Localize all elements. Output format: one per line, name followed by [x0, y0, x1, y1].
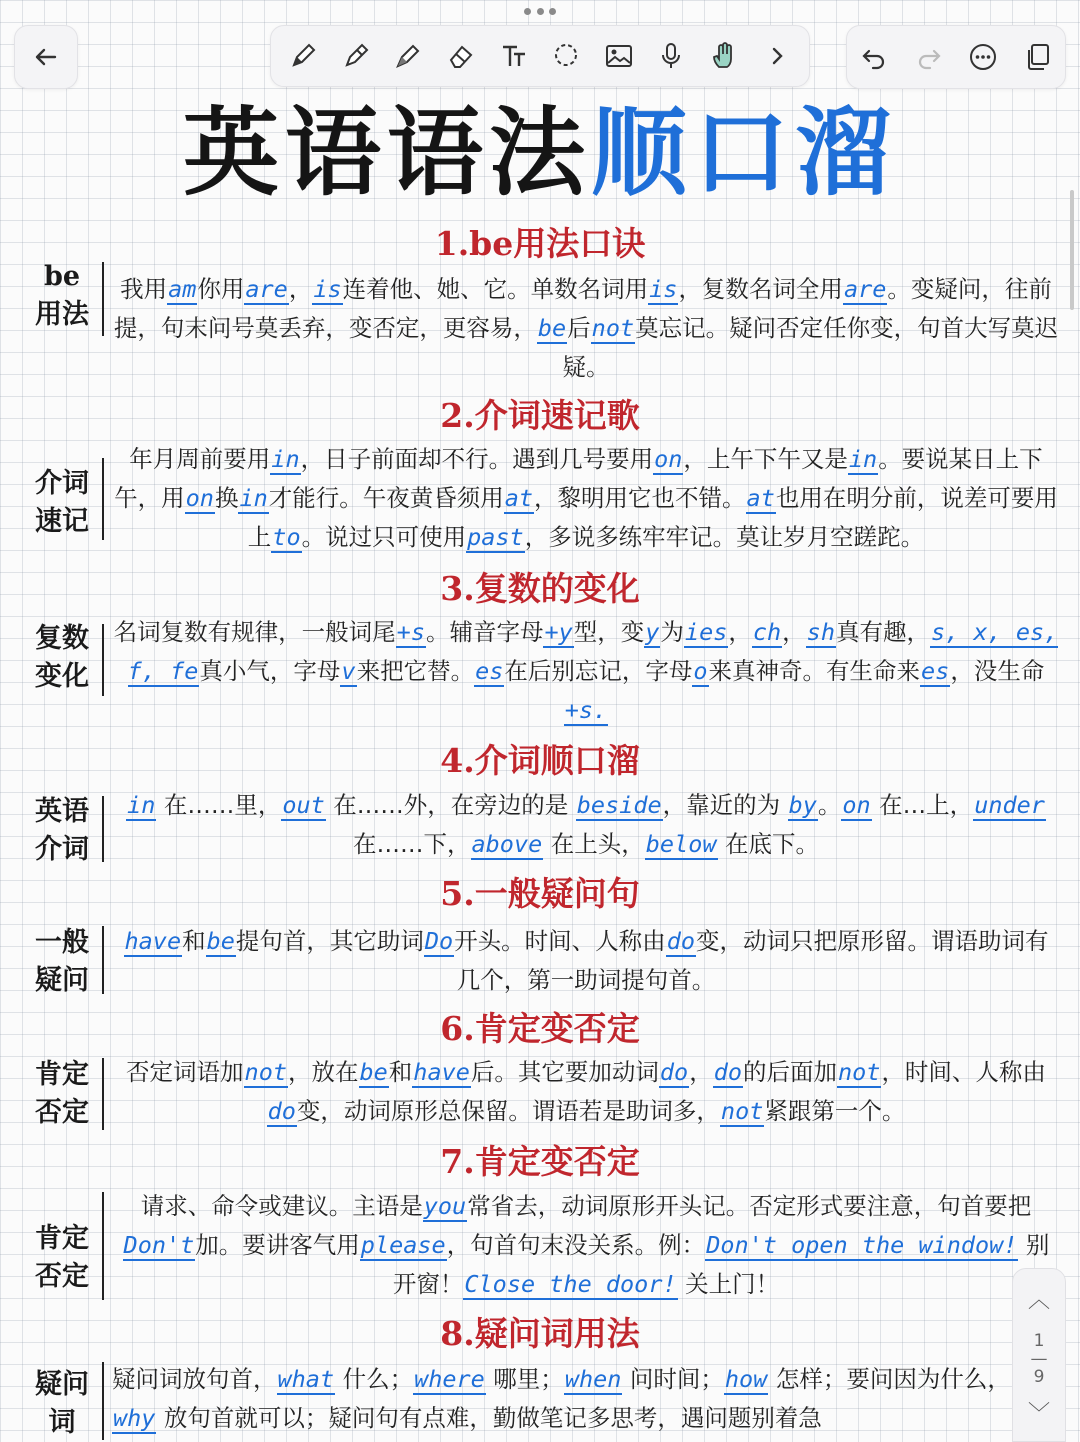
body-text: ，: [728, 618, 752, 646]
section-heading-1: 1.be用法口诀: [434, 224, 646, 263]
side-divider-5: [102, 926, 104, 994]
pen-icon[interactable]: [285, 38, 321, 74]
body-text: 变，动词原形总保留。谓语若是助词多，: [296, 1097, 720, 1125]
body-text: 后。其它要加动词: [470, 1058, 659, 1086]
microphone-icon[interactable]: [653, 38, 689, 74]
body-text: ，句首句末没关系。例：: [446, 1231, 706, 1259]
body-text: 加。要讲客气用: [195, 1231, 360, 1259]
more-icon[interactable]: [965, 39, 1001, 75]
keyword: +s: [396, 618, 425, 646]
section-body-1: [112, 270, 1060, 387]
drag-handle[interactable]: [524, 8, 556, 18]
body-text: ，: [288, 275, 313, 303]
body-text: 哪里；: [485, 1365, 564, 1393]
keyword: be: [537, 314, 567, 342]
text-icon[interactable]: [496, 38, 532, 74]
keyword: be: [206, 927, 235, 955]
keyword: in: [239, 484, 268, 512]
page-title: [0, 86, 1080, 209]
highlighter-icon[interactable]: [390, 38, 426, 74]
body-text: 问时间；: [622, 1365, 724, 1393]
body-text: 放句首就可以；疑问句有点难，勤做笔记多思考，遇问题别着急: [156, 1404, 822, 1432]
body-text: ，: [689, 1058, 713, 1086]
page-separator: —: [1030, 1349, 1048, 1369]
body-text: 来把它替。: [356, 657, 475, 685]
keyword: Close the door!: [464, 1270, 677, 1298]
body-text: 常省去，动词原形开头记。否定形式要注意，句首要把: [467, 1192, 1032, 1220]
body-text: 紧跟第一个。: [764, 1097, 906, 1125]
keyword: do: [666, 927, 695, 955]
body-text: 。变疑问，往前提，句末问号莫丢弃，变否定，更容易，: [113, 275, 1052, 342]
keyword: sh: [806, 618, 835, 646]
body-text: 。: [817, 791, 842, 819]
section-body-7: [112, 1187, 1060, 1304]
body-text: ，时间、人称由: [881, 1058, 1046, 1086]
keyword: on: [654, 445, 683, 473]
arrow-left-icon: [28, 39, 64, 75]
body-text: 。要说某日上下午，用: [114, 445, 1043, 512]
keyword: how: [724, 1365, 768, 1393]
body-text: 在后别忘记，字母: [504, 657, 693, 685]
body-text: 在……下，: [353, 830, 471, 858]
keyword: Don't: [123, 1231, 195, 1259]
body-text: 提句首，其它助词: [235, 927, 424, 955]
title-part-black: 英语语法: [183, 95, 591, 209]
keyword: v: [341, 657, 356, 685]
side-label-5: 一般 疑问: [35, 927, 89, 996]
body-text: 真小气，字母: [199, 657, 341, 685]
body-text: 请求、命令或建议。主语是: [140, 1192, 423, 1220]
body-text: 在……里，: [156, 791, 282, 819]
keyword: have: [413, 1058, 470, 1086]
keyword: Don't open the window!: [706, 1231, 1018, 1259]
keyword: have: [124, 927, 182, 955]
body-text: 变，动词只把原形留。谓语助词有几个，第一助词提句首。: [456, 927, 1049, 994]
keyword: not: [837, 1058, 881, 1086]
body-text: 来真神奇。有生命来: [708, 657, 921, 685]
side-label-7: 肯定 否定: [35, 1223, 89, 1292]
body-text: 在底下。: [717, 830, 819, 858]
keyword: am: [168, 275, 197, 303]
side-label-8: 疑问 词: [35, 1369, 89, 1438]
body-text: 为: [660, 618, 684, 646]
section-heading-3: 3.复数的变化: [440, 569, 640, 608]
section-heading-4: 4.介词顺口溜: [440, 741, 640, 780]
body-text: 在……外，在旁边的是: [325, 791, 576, 819]
keyword: under: [974, 791, 1045, 819]
keyword: not: [591, 314, 635, 342]
body-text: 型，变: [573, 618, 645, 646]
keyword: please: [360, 1231, 446, 1259]
side-divider-1: [102, 262, 104, 336]
keyword: is: [649, 275, 678, 303]
side-label-6: 肯定 否定: [35, 1059, 89, 1128]
body-text: ，多说多练牢牢记。莫让岁月空蹉跎。: [524, 523, 925, 551]
keyword: do: [267, 1097, 296, 1125]
chevron-up-icon[interactable]: ︿: [1027, 1288, 1050, 1313]
body-text: ，靠近的为: [662, 791, 788, 819]
keyword: not: [720, 1097, 764, 1125]
keyword: beside: [576, 791, 662, 819]
keyword: what: [277, 1365, 335, 1393]
keyword: where: [414, 1365, 485, 1393]
section-body-6: [112, 1053, 1060, 1131]
keyword: in: [271, 445, 300, 473]
body-text: 和: [182, 927, 206, 955]
keyword: below: [645, 830, 717, 858]
keyword: s, x, es, f, fe: [127, 618, 1059, 685]
side-divider-2: [102, 458, 104, 540]
body-text: 我用: [120, 275, 168, 303]
redo-icon[interactable]: [911, 39, 947, 75]
lasso-icon[interactable]: [548, 38, 584, 74]
chevron-right-icon[interactable]: [759, 38, 795, 74]
body-text: 关上门！: [677, 1270, 780, 1298]
body-text: 否定词语加: [126, 1058, 244, 1086]
body-text: 才能行。午夜黄昏须用: [268, 484, 504, 512]
image-icon[interactable]: [601, 38, 637, 74]
section-heading-8: 8.疑问词用法: [440, 1314, 640, 1353]
section-body-8: [112, 1360, 1012, 1438]
side-label-4: 英语 介词: [35, 796, 89, 865]
keyword: is: [313, 275, 342, 303]
body-text: 也用在明分前，说差可要用上: [247, 484, 1058, 551]
keyword: ch: [752, 618, 782, 646]
keyword: +s.: [564, 696, 608, 724]
keyword: above: [471, 830, 543, 858]
body-text: 和: [388, 1058, 413, 1086]
body-text: 在…上，: [871, 791, 974, 819]
body-text: 怎样；要问因为什么，: [768, 1365, 1011, 1393]
body-text: 换: [214, 484, 239, 512]
eraser-icon[interactable]: [443, 38, 479, 74]
keyword: es: [921, 657, 950, 685]
side-label-3: 复数 变化: [35, 623, 89, 692]
body-text: 你用: [197, 275, 245, 303]
body-text: 别开窗！: [392, 1231, 1050, 1298]
body-text: 。辅音字母: [425, 618, 544, 646]
keyword: y: [645, 618, 660, 646]
body-text: ，日子前面却不行。遇到几号要用: [300, 445, 654, 473]
keyword: out: [282, 791, 325, 819]
body-text: 连着他、她、它。单数名词用: [342, 275, 649, 303]
back-button[interactable]: [14, 25, 78, 89]
section-heading-2: 2.介词速记歌: [440, 396, 640, 435]
keyword: in: [848, 445, 878, 473]
keyword: you: [423, 1192, 467, 1220]
keyword: when: [564, 1365, 622, 1393]
pages-icon[interactable]: [1020, 39, 1056, 75]
body-text: 。说过只可使用: [301, 523, 467, 551]
keyword: not: [244, 1058, 287, 1086]
pencil-icon[interactable]: [338, 38, 374, 74]
hand-icon[interactable]: [706, 38, 742, 74]
keyword: by: [788, 791, 817, 819]
section-body-5: [112, 922, 1060, 1000]
body-text: 真有趣，: [835, 618, 930, 646]
keyword: are: [843, 275, 887, 303]
keyword: be: [359, 1058, 388, 1086]
section-body-4: [112, 786, 1060, 864]
body-text: ，放在: [288, 1058, 359, 1086]
keyword: at: [746, 484, 775, 512]
body-text: 年月周前要用: [129, 445, 271, 473]
keyword: ies: [684, 618, 728, 646]
side-divider-3: [102, 624, 104, 696]
keyword: on: [185, 484, 214, 512]
keyword: +y: [544, 618, 573, 646]
side-divider-6: [102, 1058, 104, 1130]
side-divider-7: [102, 1192, 104, 1300]
body-text: ，黎明用它也不错。: [534, 484, 746, 512]
body-text: ，: [782, 618, 806, 646]
page-current: 1: [1033, 1331, 1045, 1351]
section-heading-7: 7.肯定变否定: [440, 1142, 640, 1181]
body-text: ，复数名词全用: [678, 275, 843, 303]
section-body-3: [112, 613, 1060, 730]
keyword: are: [245, 275, 288, 303]
body-text: ，上午下午又是: [683, 445, 848, 473]
keyword: es: [475, 657, 504, 685]
keyword: do: [713, 1058, 742, 1086]
body-text: 的后面加: [742, 1058, 837, 1086]
scrollbar-thumb[interactable]: [1070, 190, 1074, 310]
section-heading-5: 5.一般疑问句: [440, 874, 640, 913]
keyword: Do: [424, 927, 454, 955]
body-text: 开头。时间、人称由: [454, 927, 666, 955]
side-divider-4: [102, 796, 104, 862]
keyword: why: [113, 1404, 156, 1432]
side-label-1: be 用法: [35, 261, 89, 330]
keyword: at: [504, 484, 534, 512]
section-heading-6: 6.肯定变否定: [440, 1009, 640, 1048]
body-text: 名词复数有规律，一般词尾: [113, 618, 396, 646]
keyword: past: [467, 523, 524, 551]
keyword: to: [272, 523, 301, 551]
chevron-down-icon[interactable]: ﹀: [1027, 1402, 1050, 1427]
side-divider-8: [102, 1362, 104, 1440]
title-part-blue: 顺口溜: [591, 95, 897, 209]
keyword: in: [127, 791, 156, 819]
page-total: 9: [1033, 1367, 1045, 1387]
body-text: 莫忘记。疑问否定任你变，句首大写莫迟疑。: [562, 314, 1059, 381]
body-text: 什么；: [335, 1365, 414, 1393]
keyword: on: [842, 791, 871, 819]
body-text: 在上头，: [543, 830, 645, 858]
undo-icon[interactable]: [856, 39, 892, 75]
page-navigator: [1012, 1268, 1066, 1442]
body-text: 疑问词放句首，: [112, 1365, 277, 1393]
body-text: ，没生命: [950, 657, 1045, 685]
body-text: 后: [567, 314, 591, 342]
section-body-2: [112, 440, 1060, 557]
side-label-2: 介词 速记: [35, 468, 89, 537]
keyword: do: [659, 1058, 689, 1086]
keyword: o: [693, 657, 708, 685]
